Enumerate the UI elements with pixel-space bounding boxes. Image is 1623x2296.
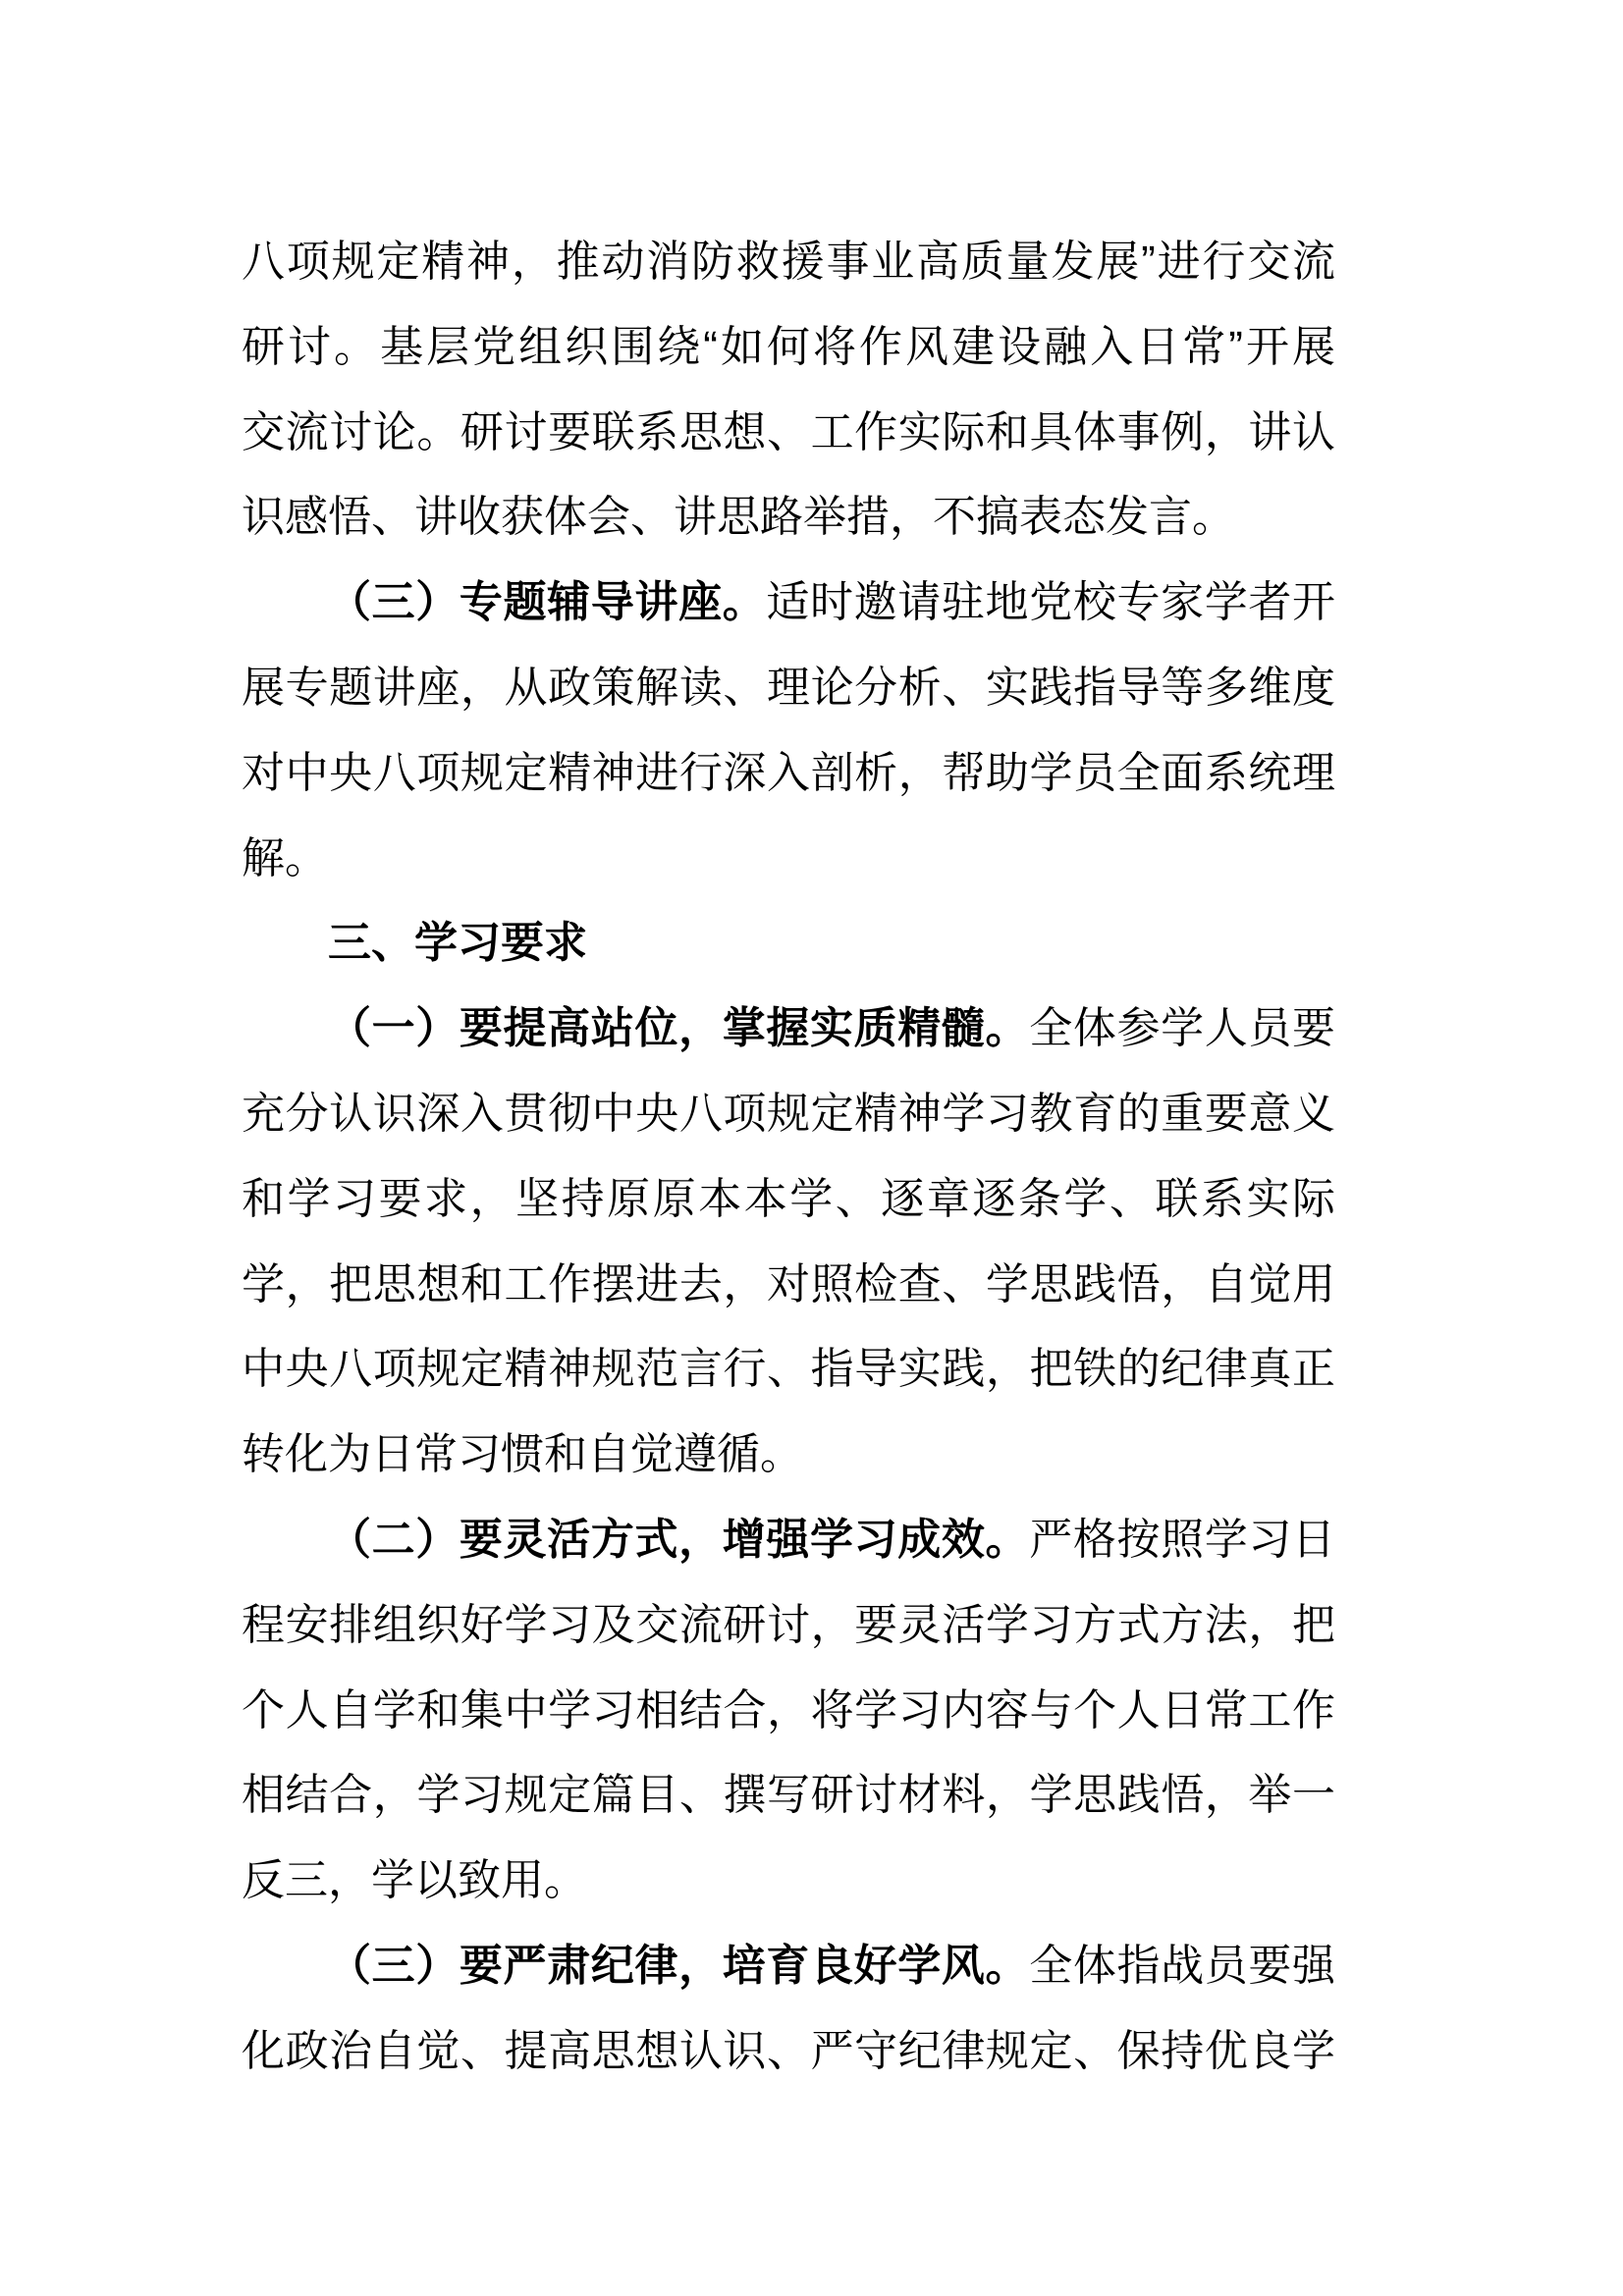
bold-text-segment: （三）要严肃纪律，培育良好学风。 [328,1941,1030,1990]
text-line [242,561,1335,646]
text-line [242,220,1335,305]
text-line [242,1753,1335,1839]
text-line [242,475,1335,561]
text-segment: 程安排组织好学习及交流研讨，要灵活学习方式方法，把 [242,1600,1335,1649]
bold-text-segment: （三）专题辅导讲座。 [328,578,767,627]
bold-text-segment: （二）要灵活方式，增强学习成效。 [328,1515,1030,1564]
text-segment: 相结合，学习规定篇目、撰写研讨材料，学思践悟，举一 [242,1771,1335,1820]
text-segment: 对中央八项规定精神进行深入剖析，帮助学员全面系统理 [242,748,1335,797]
text-line [242,2009,1335,2095]
text-segment: 和学习要求，坚持原原本本学、逐章逐条学、联系实际 [242,1174,1335,1223]
text-segment: 转化为日常习惯和自觉遵循。 [242,1430,803,1479]
text-segment: 全体参学人员要 [1029,1004,1336,1053]
section-heading [242,901,1335,987]
text-line [242,1072,1335,1157]
text-line [242,1157,1335,1243]
text-segment: 识感悟、讲收获体会、讲思路举措，不搞表态发言。 [242,493,1235,542]
text-segment: 充分认识深入贯彻中央八项规定精神学习教育的重要意义 [242,1089,1335,1138]
bold-text-segment: （一）要提高站位，掌握实质精髓。 [328,1004,1030,1053]
text-line [242,305,1335,391]
text-line [242,1413,1335,1498]
text-line [242,1583,1335,1669]
text-segment: 个人自学和集中学习相结合，将学习内容与个人日常工作 [242,1685,1335,1735]
text-line [242,1243,1335,1328]
text-segment: 反三，学以致用。 [242,1856,587,1905]
text-segment: 中央八项规定精神规范言行、指导实践，把铁的纪律真正 [242,1345,1335,1394]
text-line [242,1924,1335,2009]
text-line [242,1669,1335,1754]
text-line [242,731,1335,817]
bold-text-segment: 三、学习要求 [328,919,587,968]
text-segment: 适时邀请驻地党校专家学者开 [766,578,1336,627]
text-line [242,987,1335,1072]
text-segment: 展专题讲座，从政策解读、理论分析、实践指导等多维度 [242,663,1335,712]
text-segment: 学，把思想和工作摆进去，对照检查、学思践悟，自觉用 [242,1259,1335,1308]
text-segment: 严格按照学习日 [1029,1515,1336,1564]
text-line [242,646,1335,731]
text-segment: 化政治自觉、提高思想认识、严守纪律规定、保持优良学 [242,2026,1335,2075]
text-line [242,1498,1335,1583]
text-segment: 交流讨论。研讨要联系思想、工作实际和具体事例，讲认 [242,407,1335,456]
text-block [242,220,1335,2095]
text-line [242,1327,1335,1413]
text-line [242,1839,1335,1924]
text-segment: 解。 [242,833,328,882]
text-segment: 全体指战员要强 [1029,1941,1336,1990]
text-segment: 研讨。基层党组织围绕“如何将作风建设融入日常”开展 [242,322,1335,371]
text-line [242,391,1335,476]
text-segment: 八项规定精神，推动消防救援事业高质量发展”进行交流 [242,238,1335,286]
text-line [242,817,1335,902]
